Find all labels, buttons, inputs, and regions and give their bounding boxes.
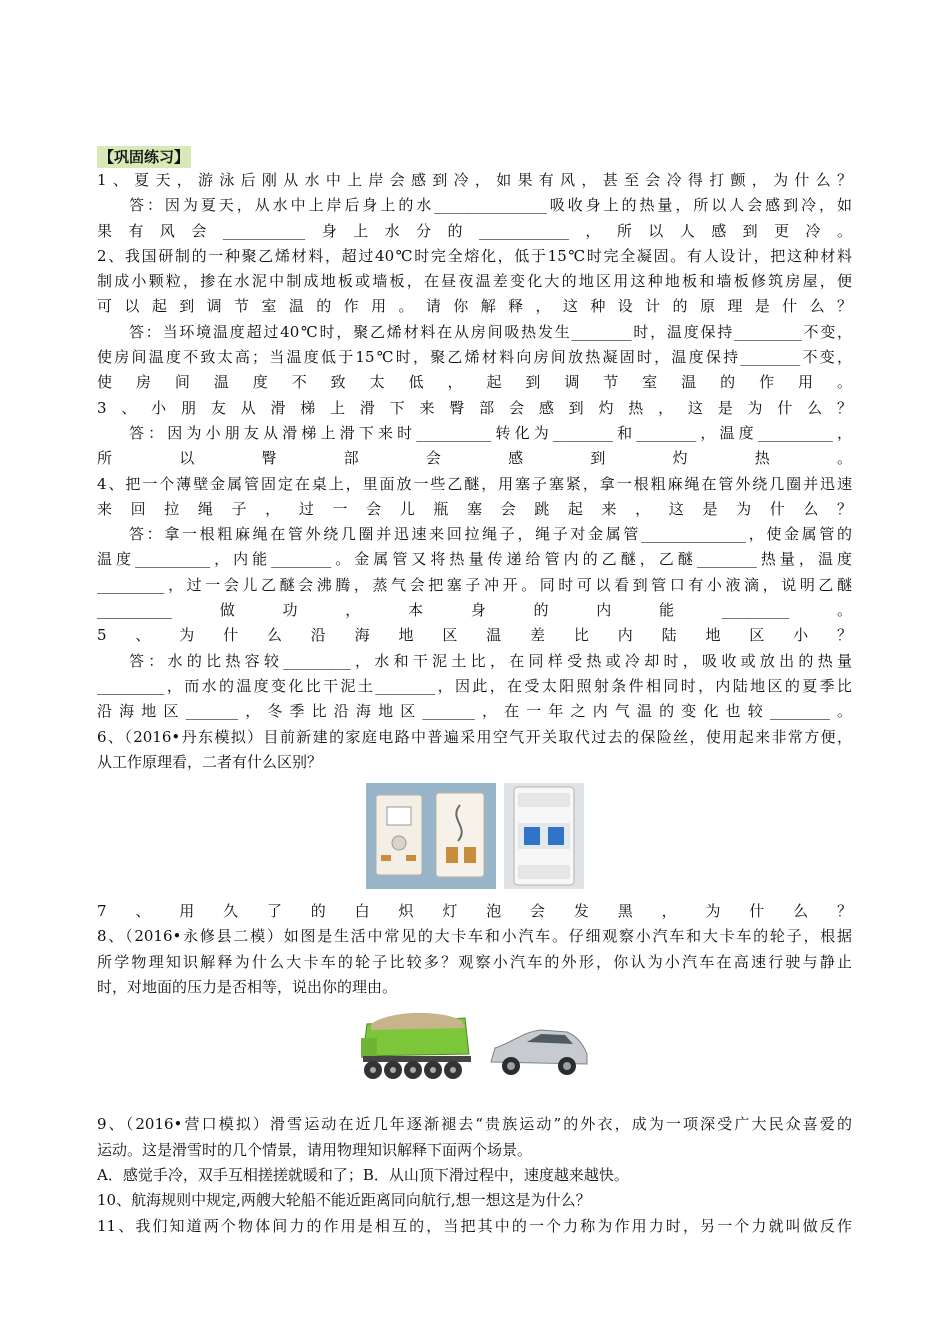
car-image — [483, 1010, 593, 1084]
truck-image — [357, 1010, 477, 1084]
q2-answer-end: 使房间温度不致太低，起到调节室温的作用。 — [97, 373, 852, 392]
q8-question-cont: 所学物理知识解释为什么大卡车的轮子比较多？观察小汽车的外形，你认为小汽车在高速行驶与静止 — [97, 952, 852, 971]
q4-question-end: 来回拉绳子，过一会儿瓶塞会跳起来，这是为什么？ — [97, 499, 852, 518]
q1-answer: 答：因为夏天，从水中上岸后身上的水_______________吸收身上的热量，所以人会感到冷，如 — [129, 196, 852, 215]
q6-figure — [97, 783, 852, 889]
q3-question: 3、小朋友从滑梯上滑下来臀部会感到灼热，这是为什么？ — [97, 398, 852, 417]
q4-answer-end: __________做功，本身的内能_________。 — [97, 601, 852, 620]
q2-question: 2、我国研制的一种聚乙烯材料，超过40℃时完全熔化，低于15℃时完全凝固。有人设计，把这种材料 — [97, 246, 852, 265]
q1-question: 1、夏天，游泳后刚从水中上岸会感到冷，如果有风，甚至会冷得打颤，为什么？ — [97, 171, 852, 189]
q3-answer-end: 所以臀部会感到灼热。 — [97, 449, 852, 468]
q9-question: 9、（2016•营口模拟）滑雪运动在近几年逐渐褪去“贵族运动”的外衣，成为一项深受广大民众喜爱的 — [97, 1115, 852, 1134]
q5-answer-cont: _________，而水的温度变化比干泥土________，因此，在受太阳照射条件相同时，内陆地区的夏季比 — [97, 676, 852, 695]
q6-question: 6、（2016•丹东模拟）目前新建的家庭电路中普遍采用空气开关取代过去的保险丝，使用起来非常方便， — [97, 727, 852, 746]
q10-question: 10、航海规则中规定,两艘大轮船不能近距离同向航行,想一想这是为什么？ — [97, 1191, 591, 1210]
air-switch-image — [504, 783, 584, 889]
fuse-holder-image — [366, 783, 496, 889]
q4-question: 4、把一个薄壁金属管固定在桌上，里面放一些乙醚，用塞子塞紧，拿一根粗麻绳在管外绕几圈并迅速 — [97, 474, 852, 493]
q5-answer: 答：水的比热容较_________，水和干泥土比，在同样受热或冷却时，吸收或放出的热量 — [129, 651, 852, 670]
section-heading: 【巩固练习】 — [99, 148, 190, 166]
exercise-content — [97, 146, 852, 1239]
q6-question-end: 从工作原理看，二者有什么区别？ — [97, 752, 323, 771]
q8-question-end: 时，对地面的压力是否相等，说出你的理由。 — [97, 978, 398, 997]
q8-question: 8、（2016•永修县二模）如图是生活中常见的大卡车和小汽车。仔细观察小汽车和大卡车的轮子，根据 — [97, 927, 852, 946]
q2-question-cont: 制成小颗粒，掺在水泥中制成地板或墙板，在昼夜温差变化大的地区用这种地板和墙板修筑房屋，便 — [97, 272, 852, 291]
q11-question: 11、我们知道两个物体间力的作用是相互的，当把其中的一个力称为作用力时，另一个力就叫做反作 — [97, 1216, 852, 1235]
q1-answer-cont: 果有风会___________身上水分的____________，所以人感到更冷。 — [97, 221, 852, 240]
q3-answer: 答：因为小朋友从滑梯上滑下来时__________转化为________和________，温度__________， — [129, 423, 852, 442]
q9-options: A．感觉手冷，双手互相搓搓就暖和了；B．从山顶下滑过程中，速度越来越快。 — [97, 1165, 629, 1184]
q2-answer: 答：当环境温度超过40℃时，聚乙烯材料在从房间吸热发生________时，温度保持_________不变， — [129, 322, 852, 341]
q8-figure — [97, 1010, 852, 1084]
section-heading-wrap — [97, 146, 852, 168]
q4-answer: 答：拿一根粗麻绳在管外绕几圈并迅速来回拉绳子，绳子对金属管______________，使金属管的 — [129, 525, 852, 544]
q5-answer-end: 沿海地区_______，冬季比沿海地区_______，在一年之内气温的变化也较________。 — [97, 702, 852, 721]
q4-answer-cont: 温度__________，内能________。金属管又将热量传递给管内的乙醚，乙醚________热量，温度 — [97, 550, 852, 569]
q9-question-cont: 运动。这是滑雪时的几个情景，请用物理知识解释下面两个场景。 — [97, 1140, 533, 1159]
q5-question: 5、为什么沿海地区温差比内陆地区小？ — [97, 626, 852, 645]
q4-answer-cont2: _________，过一会儿乙醚会沸腾，蒸气会把塞子冲开。同时可以看到管口有小液滴，说明乙醚 — [97, 575, 852, 594]
q2-answer-cont: 使房间温度不致太高；当温度低于15℃时，聚乙烯材料向房间放热凝固时，温度保持________不变， — [97, 348, 852, 367]
q7-question: 7、用久了的白炽灯泡会发黑，为什么？ — [97, 902, 852, 921]
q2-question-end: 可以起到调节室温的作用。请你解释，这种设计的原理是什么？ — [97, 297, 852, 316]
